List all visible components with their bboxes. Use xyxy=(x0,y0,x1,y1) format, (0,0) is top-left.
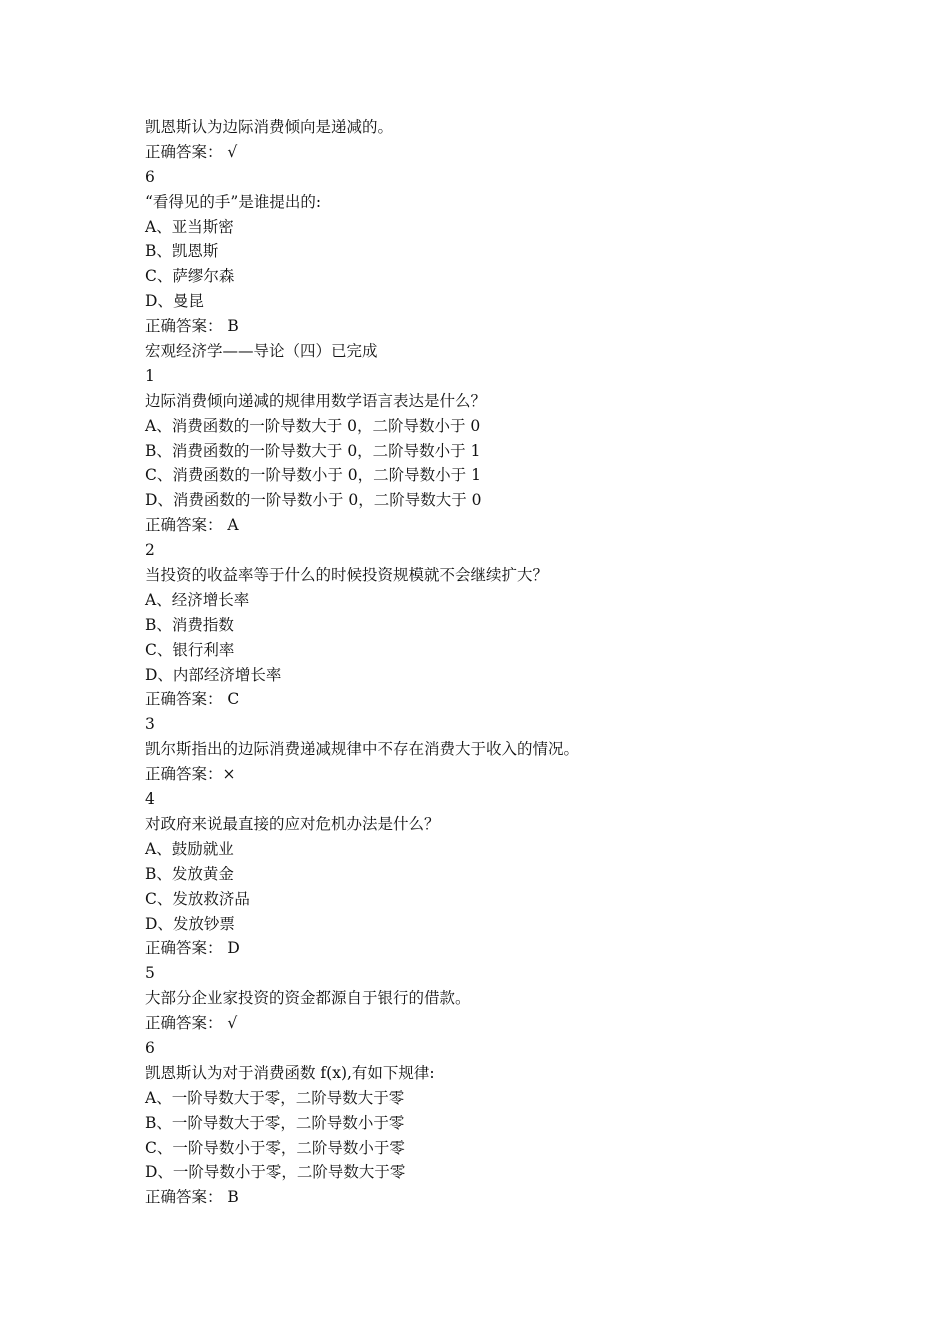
question-number: 6 xyxy=(145,167,155,186)
option-d: D、消费函数的一阶导数小于 0，二阶导数大于 0 xyxy=(145,491,482,510)
option-a: A、亚当斯密 xyxy=(145,217,234,236)
option-b: B、消费函数的一阶导数大于 0，二阶导数小于 1 xyxy=(145,441,481,460)
question-text: 边际消费倾向递减的规律用数学语言表达是什么？ xyxy=(145,391,487,410)
question-number: 5 xyxy=(145,964,155,983)
option-a: A、一阶导数大于零，二阶导数大于零 xyxy=(145,1088,405,1107)
answer-line: 正确答案： √ xyxy=(145,142,238,161)
option-b: B、发放黄金 xyxy=(145,864,234,883)
question-text: 凯尔斯指出的边际消费递减规律中不存在消费大于收入的情况。 xyxy=(145,740,580,759)
answer-line: 正确答案： C xyxy=(145,690,240,709)
document-page xyxy=(145,115,905,1210)
answer-line: 正确答案： A xyxy=(145,516,239,535)
question-number: 1 xyxy=(145,366,155,385)
answer-line: 正确答案： B xyxy=(145,1188,239,1207)
question-number: 2 xyxy=(145,541,155,560)
option-c: C、消费函数的一阶导数小于 0，二阶导数小于 1 xyxy=(145,466,481,485)
option-c: C、银行利率 xyxy=(145,640,235,659)
statement-text: 凯恩斯认为边际消费倾向是递减的。 xyxy=(145,118,394,136)
option-d: D、曼昆 xyxy=(145,292,204,311)
option-d: D、一阶导数小于零，二阶导数大于零 xyxy=(145,1163,406,1182)
question-text: 大部分企业家投资的资金都源自于银行的借款。 xyxy=(145,989,471,1008)
answer-line: 正确答案：× xyxy=(145,765,236,784)
question-text: 当投资的收益率等于什么的时候投资规模就不会继续扩大？ xyxy=(145,566,549,585)
option-d: D、内部经济增长率 xyxy=(145,665,282,684)
option-b: B、一阶导数大于零，二阶导数小于零 xyxy=(145,1113,405,1132)
question-text: “看得见的手”是谁提出的: xyxy=(145,192,322,211)
question-number: 3 xyxy=(145,715,155,734)
answer-line: 正确答案： D xyxy=(145,939,240,958)
option-b: B、凯恩斯 xyxy=(145,242,219,261)
question-number: 4 xyxy=(145,790,155,809)
question-text: 对政府来说最直接的应对危机办法是什么？ xyxy=(145,814,440,833)
answer-line: 正确答案： √ xyxy=(145,1014,238,1033)
option-c: C、发放救济品 xyxy=(145,889,250,908)
answer-line: 正确答案： B xyxy=(145,317,239,336)
option-b: B、消费指数 xyxy=(145,615,234,634)
question-text: 凯恩斯认为对于消费函数 f(x),有如下规律: xyxy=(145,1063,435,1082)
question-number: 6 xyxy=(145,1038,155,1057)
option-a: A、消费函数的一阶导数大于 0，二阶导数小于 0 xyxy=(145,416,481,435)
option-c: C、萨缪尔森 xyxy=(145,267,235,286)
option-d: D、发放钞票 xyxy=(145,914,235,933)
option-a: A、鼓励就业 xyxy=(145,839,234,858)
option-c: C、一阶导数小于零，二阶导数小于零 xyxy=(145,1138,405,1157)
option-a: A、经济增长率 xyxy=(145,590,250,609)
section-heading: 宏观经济学——导论（四）已完成 xyxy=(145,342,378,361)
